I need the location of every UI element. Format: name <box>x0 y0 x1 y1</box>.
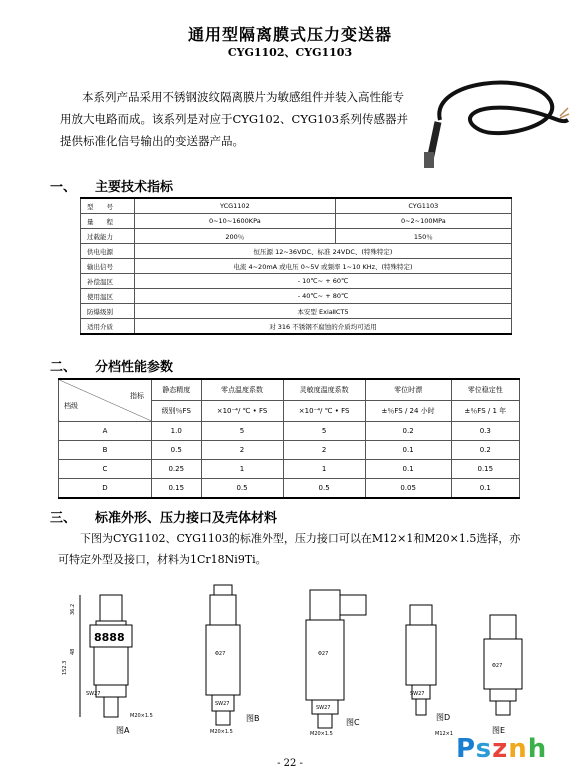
grade-value: 1 <box>283 460 365 479</box>
grade-row <box>59 441 520 460</box>
grade-value: 0.15 <box>451 460 519 479</box>
svg-text:M20×1.5: M20×1.5 <box>210 729 233 735</box>
grade-header: 灵敏度温度系数 <box>283 379 365 401</box>
grade-header: 静态精度 <box>152 379 202 401</box>
spec-value: 对 316 不锈钢不腐蚀的介质均可适用 <box>135 319 512 335</box>
spec-row <box>81 319 512 335</box>
grade-header-unit: ±％FS / 24 小时 <box>365 401 451 422</box>
spec-label: 型 号 <box>81 198 135 214</box>
corner-bottom-label: 档级 <box>64 401 78 410</box>
grade-header-unit: ×10⁻⁴/ ℃ • FS <box>201 401 283 422</box>
grade-value: 0.05 <box>365 479 451 499</box>
grade-value: 0.5 <box>152 441 202 460</box>
grade-value: 5 <box>283 422 365 441</box>
grade-value: 0.25 <box>152 460 202 479</box>
spec-label: 供电电源 <box>81 244 135 259</box>
spec-row <box>81 274 512 289</box>
outline-drawings <box>60 575 530 745</box>
svg-text:Φ27: Φ27 <box>215 651 226 657</box>
svg-text:SW27: SW27 <box>316 705 331 711</box>
grade-value: 2 <box>283 441 365 460</box>
section-2-heading: 二、 分档性能参数 <box>50 360 174 375</box>
svg-text:Φ27: Φ27 <box>492 663 503 669</box>
grade-header-unit: ±％FS / 1 年 <box>451 401 519 422</box>
figure-b <box>206 585 260 735</box>
grade-value: 0.1 <box>451 479 519 499</box>
spec-row <box>81 198 512 214</box>
svg-text:SW27: SW27 <box>215 701 230 707</box>
spec-value-cyg1103: CYG1103 <box>335 198 511 214</box>
figure-c <box>306 590 366 737</box>
section-1-heading: 一、 主要技术指标 <box>50 180 174 195</box>
section-3-paragraph: 下图为CYG1102、CYG1103的标准外型，压力接口可以在M12×1和M20×1.5选择，亦可特定外型及接口，材料为1Cr18Ni9Ti。 <box>58 532 521 566</box>
spec-value-cyg1102: 0~10~1600KPa <box>135 214 336 229</box>
intro-paragraph: 本系列产品采用不锈钢波纹隔离膜片为敏感组件并装入高性能专用放大电路而成。该系列是对应于CYG102、CYG103系列传感器并提供标准化信号输出的变送器产品。 <box>60 90 409 148</box>
spec-row <box>81 304 512 319</box>
grade-value: 1 <box>201 460 283 479</box>
grade-value: 0.5 <box>283 479 365 499</box>
spec-value: - 40℃~ + 80℃ <box>135 289 512 304</box>
svg-text:M20×1.5: M20×1.5 <box>130 713 153 719</box>
grade-header: 零点温度系数 <box>201 379 283 401</box>
spec-row <box>81 244 512 259</box>
spec-value: - 10℃~ + 60℃ <box>135 274 512 289</box>
section-3-heading: 三、 标准外形、压力接口及壳体材料 <box>50 511 278 526</box>
spec-label: 过载能力 <box>81 229 135 244</box>
svg-text:36.2: 36.2 <box>70 603 76 615</box>
svg-text:M20×1.5: M20×1.5 <box>310 731 333 737</box>
page-title: 通用型隔离膜式压力变送器 <box>187 25 392 44</box>
svg-text:图B: 图B <box>246 714 260 723</box>
grade-row <box>59 460 520 479</box>
grade-value: 1.0 <box>152 422 202 441</box>
grade-value: 0.5 <box>201 479 283 499</box>
grade-level: C <box>59 460 152 479</box>
spec-row <box>81 214 512 229</box>
grade-value: 0.1 <box>365 441 451 460</box>
spec-table <box>80 197 512 335</box>
page-number: - 22 - <box>277 758 303 769</box>
page-subtitle: CYG1102、CYG1103 <box>227 46 353 59</box>
svg-text:48: 48 <box>70 648 76 655</box>
grade-value: 0.1 <box>365 460 451 479</box>
grade-value: 0.2 <box>451 441 519 460</box>
grade-level: B <box>59 441 152 460</box>
grade-value: 5 <box>201 422 283 441</box>
spec-value-cyg1102: 200％ <box>135 229 336 244</box>
spec-value: 电流 4~20mA 或电压 0~5V 或频率 1~10 KHz、(特殊特定) <box>135 259 512 274</box>
spec-label: 防爆级别 <box>81 304 135 319</box>
grade-level: A <box>59 422 152 441</box>
grade-value: 2 <box>201 441 283 460</box>
figure-a <box>62 595 153 735</box>
svg-text:SW27: SW27 <box>86 691 101 697</box>
pszn-logo: Psznh <box>456 734 548 764</box>
svg-text:图D: 图D <box>436 713 451 722</box>
grade-header: 零位时漂 <box>365 379 451 401</box>
spec-label: 量 程 <box>81 214 135 229</box>
svg-text:SW27: SW27 <box>410 691 425 697</box>
spec-row <box>81 259 512 274</box>
svg-text:152.3: 152.3 <box>62 660 68 675</box>
svg-text:图C: 图C <box>346 718 360 727</box>
spec-label: 输出信号 <box>81 259 135 274</box>
grade-header-unit: ×10⁻⁴/ ℃ • FS <box>283 401 365 422</box>
spec-value: 恒压源 12~36VDC、标准 24VDC、(特殊特定) <box>135 244 512 259</box>
spec-value-cyg1103: 150％ <box>335 229 511 244</box>
transmitter-cable-photo <box>410 70 570 170</box>
svg-text:Φ27: Φ27 <box>318 651 329 657</box>
grade-value: 0.2 <box>365 422 451 441</box>
figure-d <box>406 605 453 737</box>
svg-text:8888: 8888 <box>94 631 125 644</box>
spec-row <box>81 289 512 304</box>
spec-value-cyg1103: 0~2~100MPa <box>335 214 511 229</box>
spec-label: 使用温区 <box>81 289 135 304</box>
spec-value-cyg1102: YCG1102 <box>135 198 336 214</box>
grade-row <box>59 422 520 441</box>
grade-corner-cell <box>59 379 152 422</box>
svg-text:图A: 图A <box>116 726 130 735</box>
grade-header: 零位稳定性 <box>451 379 519 401</box>
grade-level: D <box>59 479 152 499</box>
grade-header-unit: 级别％FS <box>152 401 202 422</box>
corner-top-label: 指标 <box>130 391 144 400</box>
spec-row <box>81 229 512 244</box>
svg-text:图E: 图E <box>492 726 506 735</box>
svg-text:M12×1: M12×1 <box>435 731 454 737</box>
grade-table <box>58 378 520 499</box>
figure-e <box>484 615 522 735</box>
spec-label: 适用介质 <box>81 319 135 335</box>
grade-row <box>59 479 520 499</box>
spec-value: 本安型 ExiaⅡCT5 <box>135 304 512 319</box>
grade-header-row <box>59 379 520 401</box>
grade-value: 0.15 <box>152 479 202 499</box>
grade-value: 0.3 <box>451 422 519 441</box>
spec-label: 补偿温区 <box>81 274 135 289</box>
